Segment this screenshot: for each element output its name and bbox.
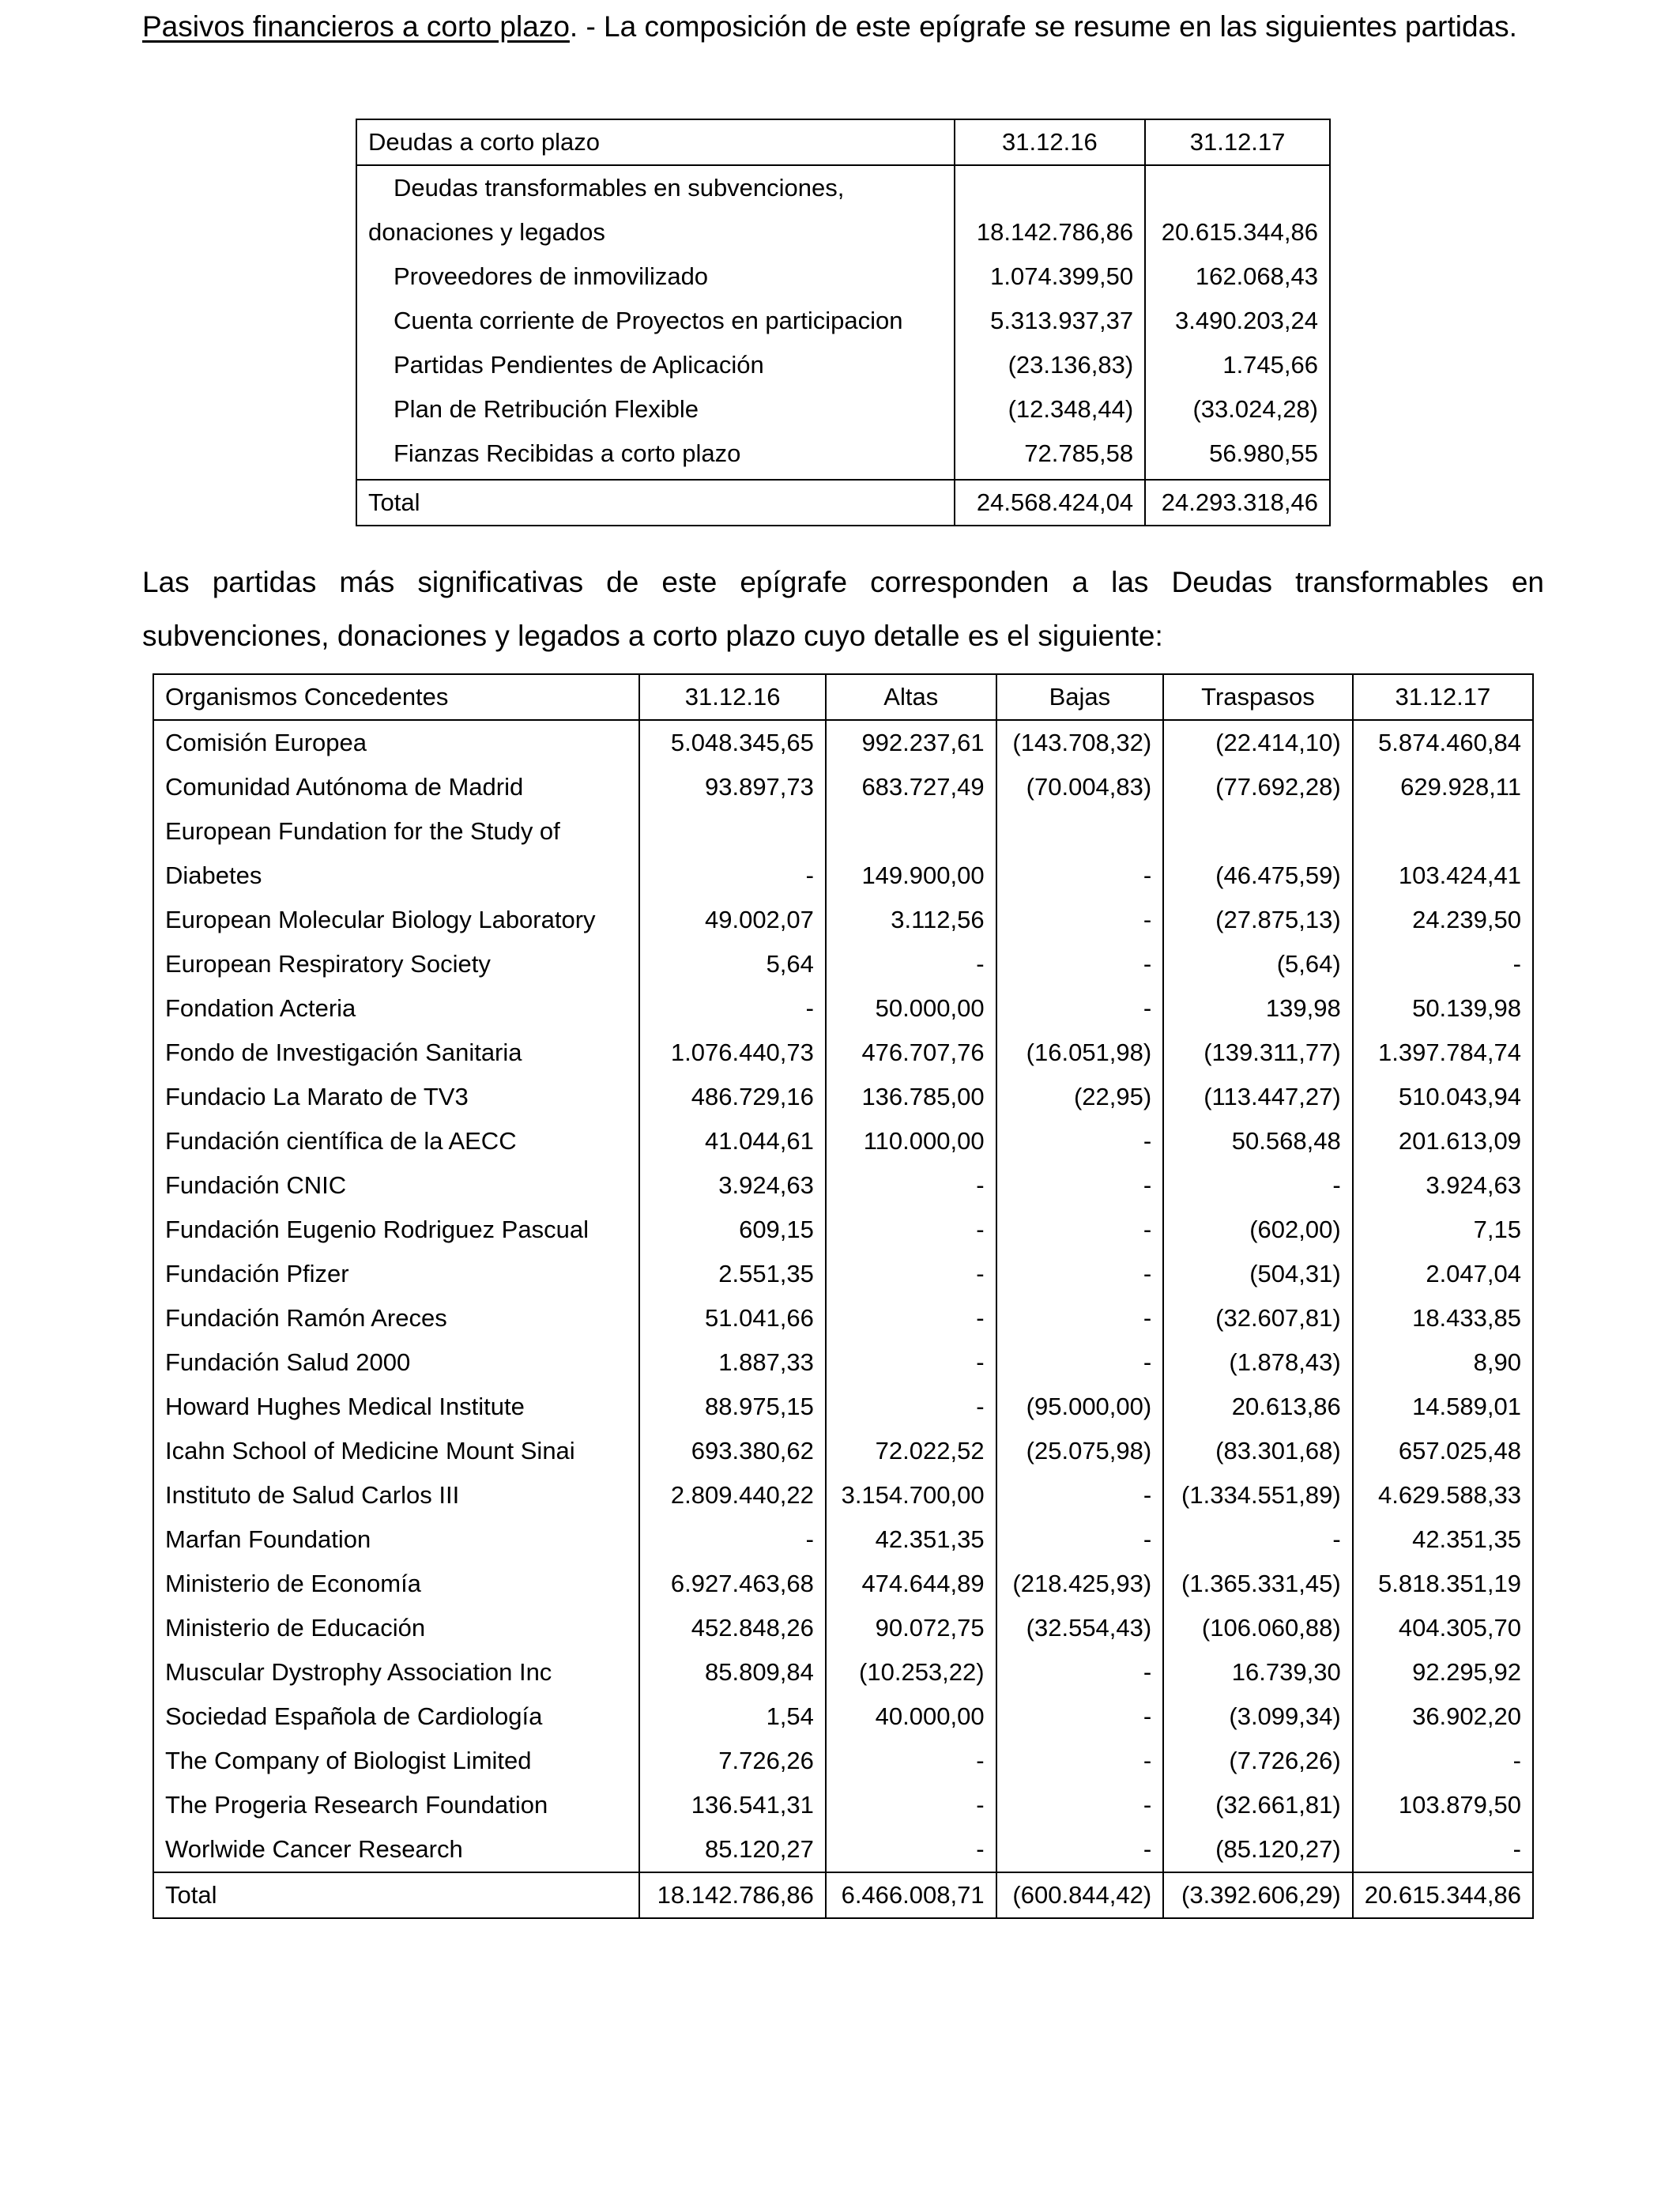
value-v2016: 2.551,35 — [639, 1252, 826, 1296]
value-bajas: - — [996, 986, 1164, 1031]
value-traspasos: 139,98 — [1163, 986, 1352, 1031]
value-traspasos: (1.334.551,89) — [1163, 1473, 1352, 1517]
value-bajas: - — [996, 1208, 1164, 1252]
detail-paragraph: Las partidas más significativas de este epígrafe corresponden a las Deudas transformables en subvenciones, donaciones y legados a corto plazo cuyo detalle es el siguiente: — [142, 566, 1544, 652]
value-altas: 3.112,56 — [826, 898, 996, 942]
table-row — [153, 942, 1533, 986]
value-2017: 56.980,55 — [1145, 432, 1330, 480]
table-row — [153, 1163, 1533, 1208]
header-cell: Altas — [826, 674, 996, 720]
value-v2016: 2.809.440,22 — [639, 1473, 826, 1517]
row-label: Fianzas Recibidas a corto plazo — [356, 432, 955, 480]
value-traspasos: (7.726,26) — [1163, 1739, 1352, 1783]
value-altas: 683.727,49 — [826, 765, 996, 809]
value-bajas: - — [996, 1252, 1164, 1296]
table-row — [153, 1562, 1533, 1606]
value-v2016: 452.848,26 — [639, 1606, 826, 1650]
value-2017: 20.615.344,86 — [1145, 210, 1330, 254]
row-label-line1: Deudas transformables en subvenciones, — [356, 165, 955, 210]
value-altas: 110.000,00 — [826, 1119, 996, 1163]
value-altas: 72.022,52 — [826, 1429, 996, 1473]
value-altas: - — [826, 942, 996, 986]
value-v2017: 18.433,85 — [1353, 1296, 1533, 1340]
value-traspasos: (106.060,88) — [1163, 1606, 1352, 1650]
value-traspasos: (22.414,10) — [1163, 720, 1352, 765]
total-2017: 24.293.318,46 — [1145, 480, 1330, 526]
organism-name: Fundación Ramón Areces — [153, 1296, 639, 1340]
value-v2017: 92.295,92 — [1353, 1650, 1533, 1695]
table-row — [153, 1783, 1533, 1827]
value-traspasos: (5,64) — [1163, 942, 1352, 986]
value-bajas: - — [996, 1650, 1164, 1695]
organism-name: Worlwide Cancer Research — [153, 1827, 639, 1872]
value-bajas: - — [996, 1473, 1164, 1517]
value-2016: (12.348,44) — [955, 387, 1146, 432]
value-2017: (33.024,28) — [1145, 387, 1330, 432]
value-bajas: (16.051,98) — [996, 1031, 1164, 1075]
value-v2016: 693.380,62 — [639, 1429, 826, 1473]
value-altas: 474.644,89 — [826, 1562, 996, 1606]
value-bajas: (95.000,00) — [996, 1385, 1164, 1429]
empty-cell — [955, 165, 1146, 210]
value-traspasos: (602,00) — [1163, 1208, 1352, 1252]
value-v2016: - — [639, 986, 826, 1031]
value-2016: 72.785,58 — [955, 432, 1146, 480]
value-altas: 3.154.700,00 — [826, 1473, 996, 1517]
table-row — [153, 1031, 1533, 1075]
value-altas: - — [826, 1340, 996, 1385]
value-bajas: - — [996, 1119, 1164, 1163]
table-row — [153, 1208, 1533, 1252]
table-row — [356, 432, 1330, 480]
organism-name: Ministerio de Economía — [153, 1562, 639, 1606]
short-term-debts-table — [356, 119, 1331, 526]
table-row — [153, 1429, 1533, 1473]
value-altas: - — [826, 1296, 996, 1340]
value-bajas: - — [996, 1695, 1164, 1739]
value-altas: 40.000,00 — [826, 1695, 996, 1739]
table-row — [356, 299, 1330, 343]
value-v2016: - — [639, 1517, 826, 1562]
value-bajas: - — [996, 1517, 1164, 1562]
header-cell: Organismos Concedentes — [153, 674, 639, 720]
value-traspasos: (32.661,81) — [1163, 1783, 1352, 1827]
total-traspasos: (3.392.606,29) — [1163, 1872, 1352, 1918]
value-traspasos: (139.311,77) — [1163, 1031, 1352, 1075]
table-row — [153, 854, 1533, 898]
value-altas: 149.900,00 — [826, 854, 996, 898]
value-bajas: - — [996, 1783, 1164, 1827]
empty-cell — [826, 809, 996, 854]
value-v2017: 510.043,94 — [1353, 1075, 1533, 1119]
value-v2016: 49.002,07 — [639, 898, 826, 942]
value-v2017: 5.874.460,84 — [1353, 720, 1533, 765]
table-row-label-line — [356, 165, 1330, 210]
organism-name: The Progeria Research Foundation — [153, 1783, 639, 1827]
value-v2016: 5,64 — [639, 942, 826, 986]
organism-name: Icahn School of Medicine Mount Sinai — [153, 1429, 639, 1473]
value-traspasos: (85.120,27) — [1163, 1827, 1352, 1872]
value-altas: - — [826, 1783, 996, 1827]
organism-name: Comisión Europea — [153, 720, 639, 765]
empty-cell — [996, 809, 1164, 854]
value-v2016: 93.897,73 — [639, 765, 826, 809]
organism-name: Sociedad Española de Cardiología — [153, 1695, 639, 1739]
value-2016: 5.313.937,37 — [955, 299, 1146, 343]
table-row — [153, 1075, 1533, 1119]
header-cell: Bajas — [996, 674, 1164, 720]
organism-name: Ministerio de Educación — [153, 1606, 639, 1650]
value-2017: 1.745,66 — [1145, 343, 1330, 387]
value-v2017: 8,90 — [1353, 1340, 1533, 1385]
value-traspasos: (1.365.331,45) — [1163, 1562, 1352, 1606]
organism-name: Fundación Pfizer — [153, 1252, 639, 1296]
value-traspasos: (504,31) — [1163, 1252, 1352, 1296]
value-traspasos: 20.613,86 — [1163, 1385, 1352, 1429]
value-traspasos: (1.878,43) — [1163, 1340, 1352, 1385]
value-v2016: 486.729,16 — [639, 1075, 826, 1119]
organism-name: European Respiratory Society — [153, 942, 639, 986]
value-v2016: 1,54 — [639, 1695, 826, 1739]
table-row — [356, 387, 1330, 432]
intro-paragraph — [142, 0, 1544, 54]
row-label: Partidas Pendientes de Aplicación — [356, 343, 955, 387]
organism-name: Diabetes — [153, 854, 639, 898]
value-2017: 3.490.203,24 — [1145, 299, 1330, 343]
value-2016: 1.074.399,50 — [955, 254, 1146, 299]
value-altas: 136.785,00 — [826, 1075, 996, 1119]
value-bajas: - — [996, 898, 1164, 942]
value-v2016: 41.044,61 — [639, 1119, 826, 1163]
intro-text: . - La composición de este epígrafe se resume en las siguientes partidas. — [569, 10, 1517, 43]
value-traspasos: (113.447,27) — [1163, 1075, 1352, 1119]
value-altas: 90.072,75 — [826, 1606, 996, 1650]
value-altas: - — [826, 1739, 996, 1783]
value-altas: - — [826, 1163, 996, 1208]
table-row — [153, 1517, 1533, 1562]
value-altas: 42.351,35 — [826, 1517, 996, 1562]
value-v2016: 88.975,15 — [639, 1385, 826, 1429]
organism-name: Fundación CNIC — [153, 1163, 639, 1208]
value-v2017: 50.139,98 — [1353, 986, 1533, 1031]
value-v2017: 36.902,20 — [1353, 1695, 1533, 1739]
organism-name: Fundacio La Marato de TV3 — [153, 1075, 639, 1119]
value-bajas: - — [996, 1163, 1164, 1208]
organism-name: Comunidad Autónoma de Madrid — [153, 765, 639, 809]
organism-name: Fundación Eugenio Rodriguez Pascual — [153, 1208, 639, 1252]
value-v2016: 3.924,63 — [639, 1163, 826, 1208]
value-v2017: 42.351,35 — [1353, 1517, 1533, 1562]
value-bajas: (70.004,83) — [996, 765, 1164, 809]
table-row — [153, 1473, 1533, 1517]
organism-name: Fondation Acteria — [153, 986, 639, 1031]
value-traspasos: (77.692,28) — [1163, 765, 1352, 809]
organism-name: Howard Hughes Medical Institute — [153, 1385, 639, 1429]
value-bajas: (218.425,93) — [996, 1562, 1164, 1606]
value-traspasos: - — [1163, 1517, 1352, 1562]
value-v2016: 51.041,66 — [639, 1296, 826, 1340]
table-row — [153, 1385, 1533, 1429]
value-2016: 18.142.786,86 — [955, 210, 1146, 254]
value-traspasos: (3.099,34) — [1163, 1695, 1352, 1739]
value-bajas: (143.708,32) — [996, 720, 1164, 765]
table-row — [153, 1606, 1533, 1650]
organism-name: The Company of Biologist Limited — [153, 1739, 639, 1783]
table-header-row — [356, 119, 1330, 165]
value-bajas: - — [996, 1296, 1164, 1340]
value-altas: - — [826, 1208, 996, 1252]
total-label: Total — [153, 1872, 639, 1918]
organism-name: Fundación científica de la AECC — [153, 1119, 639, 1163]
total-v2017: 20.615.344,86 — [1353, 1872, 1533, 1918]
value-traspasos: 50.568,48 — [1163, 1119, 1352, 1163]
header-cell: 31.12.16 — [639, 674, 826, 720]
value-v2016: 85.120,27 — [639, 1827, 826, 1872]
row-label-line1: European Fundation for the Study of — [153, 809, 639, 854]
value-bajas: - — [996, 1827, 1164, 1872]
value-bajas: (25.075,98) — [996, 1429, 1164, 1473]
empty-cell — [1353, 809, 1533, 854]
value-bajas: (22,95) — [996, 1075, 1164, 1119]
organism-name: European Molecular Biology Laboratory — [153, 898, 639, 942]
organism-name: Fondo de Investigación Sanitaria — [153, 1031, 639, 1075]
table-row — [153, 1119, 1533, 1163]
value-v2016: 5.048.345,65 — [639, 720, 826, 765]
value-v2017: 657.025,48 — [1353, 1429, 1533, 1473]
table-row — [356, 343, 1330, 387]
total-bajas: (600.844,42) — [996, 1872, 1164, 1918]
value-v2016: - — [639, 854, 826, 898]
table-row — [153, 898, 1533, 942]
value-traspasos: - — [1163, 1163, 1352, 1208]
header-cell: 31.12.16 — [955, 119, 1146, 165]
value-altas: 50.000,00 — [826, 986, 996, 1031]
header-cell: 31.12.17 — [1145, 119, 1330, 165]
value-v2017: 1.397.784,74 — [1353, 1031, 1533, 1075]
row-label: donaciones y legados — [356, 210, 955, 254]
total-2016: 24.568.424,04 — [955, 480, 1146, 526]
value-bajas: (32.554,43) — [996, 1606, 1164, 1650]
table-header-row — [153, 674, 1533, 720]
table-row — [153, 986, 1533, 1031]
value-v2017: 3.924,63 — [1353, 1163, 1533, 1208]
value-v2016: 1.076.440,73 — [639, 1031, 826, 1075]
value-altas: 992.237,61 — [826, 720, 996, 765]
value-altas: - — [826, 1385, 996, 1429]
value-v2017: - — [1353, 1827, 1533, 1872]
header-cell: 31.12.17 — [1353, 674, 1533, 720]
value-altas: - — [826, 1252, 996, 1296]
total-label: Total — [356, 480, 955, 526]
value-v2016: 1.887,33 — [639, 1340, 826, 1385]
value-v2017: - — [1353, 1739, 1533, 1783]
organism-name: Fundación Salud 2000 — [153, 1340, 639, 1385]
section-heading: Pasivos financieros a corto plazo — [142, 10, 570, 43]
total-altas: 6.466.008,71 — [826, 1872, 996, 1918]
empty-cell — [1145, 165, 1330, 210]
value-v2017: 2.047,04 — [1353, 1252, 1533, 1296]
table-row — [153, 1695, 1533, 1739]
organism-name: Instituto de Salud Carlos III — [153, 1473, 639, 1517]
organism-name: Muscular Dystrophy Association Inc — [153, 1650, 639, 1695]
table-total-row — [356, 480, 1330, 526]
value-traspasos: (83.301,68) — [1163, 1429, 1352, 1473]
value-v2017: 4.629.588,33 — [1353, 1473, 1533, 1517]
header-cell: Deudas a corto plazo — [356, 119, 955, 165]
value-v2016: 609,15 — [639, 1208, 826, 1252]
header-cell: Traspasos — [1163, 674, 1352, 720]
table-row — [153, 1340, 1533, 1385]
row-label: Cuenta corriente de Proyectos en participacion — [356, 299, 955, 343]
value-altas: (10.253,22) — [826, 1650, 996, 1695]
row-label: Proveedores de inmovilizado — [356, 254, 955, 299]
value-v2017: 14.589,01 — [1353, 1385, 1533, 1429]
value-altas: 476.707,76 — [826, 1031, 996, 1075]
value-bajas: - — [996, 1340, 1164, 1385]
value-bajas: - — [996, 854, 1164, 898]
value-v2017: 24.239,50 — [1353, 898, 1533, 942]
value-v2016: 7.726,26 — [639, 1739, 826, 1783]
value-v2017: 103.879,50 — [1353, 1783, 1533, 1827]
table-row — [153, 765, 1533, 809]
value-v2017: 5.818.351,19 — [1353, 1562, 1533, 1606]
table-row — [153, 1252, 1533, 1296]
organism-name: Marfan Foundation — [153, 1517, 639, 1562]
empty-cell — [639, 809, 826, 854]
value-v2016: 6.927.463,68 — [639, 1562, 826, 1606]
table-row — [153, 1650, 1533, 1695]
value-bajas: - — [996, 1739, 1164, 1783]
table-row — [153, 720, 1533, 765]
table-row — [153, 1827, 1533, 1872]
value-v2017: - — [1353, 942, 1533, 986]
value-traspasos: (27.875,13) — [1163, 898, 1352, 942]
value-v2016: 85.809,84 — [639, 1650, 826, 1695]
value-traspasos: 16.739,30 — [1163, 1650, 1352, 1695]
value-2016: (23.136,83) — [955, 343, 1146, 387]
value-v2016: 136.541,31 — [639, 1783, 826, 1827]
value-v2017: 7,15 — [1353, 1208, 1533, 1252]
table-total-row — [153, 1872, 1533, 1918]
value-v2017: 404.305,70 — [1353, 1606, 1533, 1650]
table-row — [356, 210, 1330, 254]
value-altas: - — [826, 1827, 996, 1872]
value-v2017: 103.424,41 — [1353, 854, 1533, 898]
value-traspasos: (32.607,81) — [1163, 1296, 1352, 1340]
value-bajas: - — [996, 942, 1164, 986]
value-v2017: 201.613,09 — [1353, 1119, 1533, 1163]
value-2017: 162.068,43 — [1145, 254, 1330, 299]
table-row — [356, 254, 1330, 299]
row-label: Plan de Retribución Flexible — [356, 387, 955, 432]
table-row-label-line — [153, 809, 1533, 854]
table-row — [153, 1739, 1533, 1783]
total-v2016: 18.142.786,86 — [639, 1872, 826, 1918]
value-traspasos: (46.475,59) — [1163, 854, 1352, 898]
value-v2017: 629.928,11 — [1353, 765, 1533, 809]
empty-cell — [1163, 809, 1352, 854]
table-row — [153, 1296, 1533, 1340]
grants-detail-table — [153, 673, 1534, 1919]
